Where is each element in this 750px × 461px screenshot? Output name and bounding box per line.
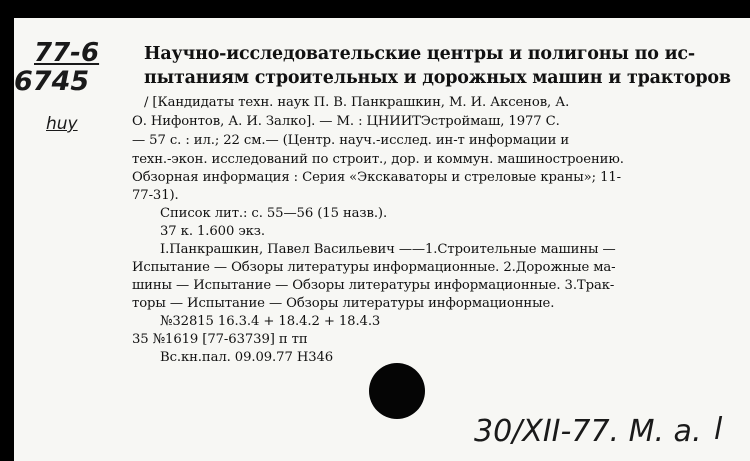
handwritten-call-number-top: 77-6 [34,38,100,68]
record-subjects-line-4: торы — Испытание — Обзоры литературы информационные. [132,296,555,311]
handwritten-date-note: 30/XII-77. M. a. [474,414,702,449]
handwritten-call-number-bottom: 6745 [14,66,90,97]
handwritten-signature: huy [46,114,78,134]
record-authors-line-1: / [Кандидаты техн. наук П. В. Панкрашкин, М. И. Аксенов, А. [144,95,570,110]
handwritten-page-mark: l [714,412,723,447]
punch-hole [369,363,425,419]
record-subjects-line-1: I.Панкрашкин, Павел Васильевич ——1.Строительные машины — [160,242,616,257]
record-subjects-line-2: Испытание — Обзоры литературы информационные. 2.Дорожные ма- [132,260,616,275]
record-authors-line-2: О. Нифонтов, А. И. Залко]. — М. : ЦНИИТЭстроймаш, 1977 С. [132,114,560,129]
record-subjects-line-3: шины — Испытание — Обзоры литературы информационные. 3.Трак- [132,278,615,293]
record-date-code: Вс.кн.пал. 09.09.77 Н346 [160,350,334,365]
record-bibliography: Список лит.: с. 55—56 (15 назв.). [160,206,388,221]
record-series-line-2: 77-31). [132,188,179,203]
catalog-card [14,18,750,461]
record-title-line-2: пытаниям строительных и дорожных машин и тракторов [144,68,731,88]
record-class-numbers: №32815 16.3.4 + 18.4.2 + 18.4.3 [160,314,381,329]
record-price: 37 к. 1.600 экз. [160,224,265,239]
record-series-line-1: Обзорная информация : Серия «Экскаваторы и стреловые краны»; 11- [132,170,622,185]
record-publication-line-2: техн.-экон. исследований по строит., дор. и коммун. машиностроению. [132,152,624,167]
record-publication-line-1: — 57 с. : ил.; 22 см.— (Центр. науч.-исслед. ин-т информации и [132,133,570,148]
record-card-number: 35 №1619 [77-63739] п тп [132,332,308,347]
record-title-line-1: Научно-исследовательские центры и полигоны по ис- [144,44,695,64]
